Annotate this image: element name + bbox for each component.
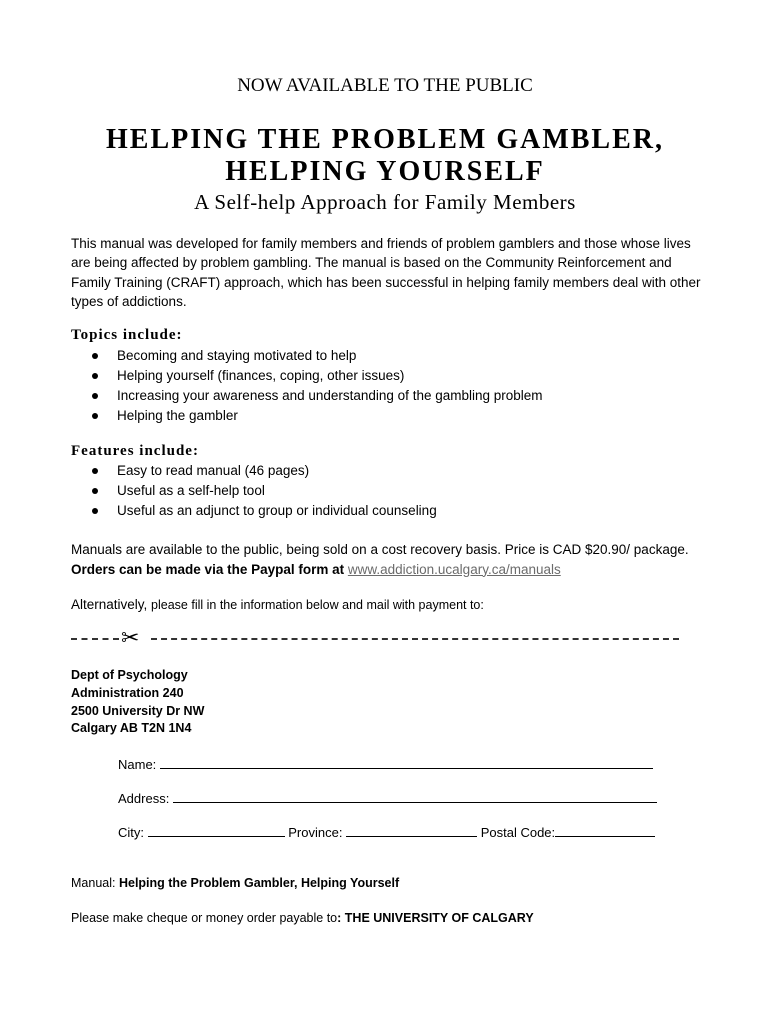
- topic-text: Becoming and staying motivated to help: [117, 348, 357, 363]
- cut-dash-right: [151, 638, 679, 640]
- manual-label: Manual:: [71, 876, 116, 890]
- name-label: Name:: [118, 757, 157, 772]
- address-line: Calgary AB T2N 1N4: [71, 721, 192, 736]
- alternative-rest: please fill in the information below and mail with payment to:: [151, 598, 484, 612]
- bullet-icon: [92, 468, 98, 474]
- alternative-line: [71, 597, 484, 612]
- cut-line: [71, 626, 679, 650]
- list-item: [71, 461, 437, 481]
- list-item: [71, 406, 543, 426]
- orders-text: Orders can be made via the Paypal form at: [71, 561, 345, 577]
- bullet-icon: [92, 413, 98, 419]
- city-field[interactable]: [148, 823, 285, 837]
- address-line: 2500 University Dr NW: [71, 703, 205, 718]
- manual-line: [71, 876, 399, 890]
- list-item: [71, 501, 437, 521]
- manuals-link[interactable]: www.addiction.ucalgary.ca/manuals: [347, 561, 561, 577]
- payable-label: Please make cheque or money order payable to: [71, 911, 338, 925]
- manual-title: Helping the Problem Gambler, Helping Yourself: [118, 876, 400, 890]
- list-item: [71, 386, 543, 406]
- list-item: [71, 366, 543, 386]
- intro-paragraph: This manual was developed for family members and friends of problem gamblers and those whose lives are being affected by problem gambling. The manual is based on the Community Reinforcement and Family Training (CRAFT) approach, which has been successful in helping family members deal with other types of addictions.: [71, 236, 701, 309]
- cut-dash-left: [71, 638, 119, 640]
- title-line-1: HELPING THE PROBLEM GAMBLER,: [106, 124, 664, 155]
- alternative-lead: Alternatively,: [71, 597, 148, 612]
- province-label: Province:: [288, 825, 343, 840]
- topics-heading: Topics include:: [71, 327, 183, 343]
- features-heading: Features include:: [71, 443, 199, 459]
- city-label: City:: [118, 825, 144, 840]
- kicker-heading: NOW AVAILABLE TO THE PUBLIC: [237, 75, 533, 96]
- address-label: Address:: [118, 791, 170, 806]
- city-field-row: [118, 823, 655, 840]
- pricing-paragraph: [71, 540, 731, 579]
- topic-text: Increasing your awareness and understanding of the gambling problem: [117, 388, 543, 403]
- name-field-row: [118, 755, 653, 772]
- payable-line: [71, 911, 534, 925]
- features-list: [71, 461, 437, 521]
- feature-text: Easy to read manual (46 pages): [117, 463, 310, 478]
- list-item: [71, 481, 437, 501]
- feature-text: Useful as a self-help tool: [117, 483, 265, 498]
- list-item: [71, 346, 543, 366]
- title-line-2: HELPING YOURSELF: [225, 156, 545, 187]
- address-line: Dept of Psychology: [71, 668, 188, 682]
- subtitle: A Self-help Approach for Family Members: [194, 190, 576, 214]
- topics-list: [71, 346, 543, 426]
- bullet-icon: [92, 488, 98, 494]
- payable-to: : THE UNIVERSITY OF CALGARY: [337, 911, 534, 925]
- bullet-icon: [92, 393, 98, 399]
- topic-text: Helping yourself (finances, coping, other issues): [117, 368, 405, 383]
- postal-code-label: Postal Code:: [480, 825, 556, 840]
- pricing-line: Manuals are available to the public, being sold on a cost recovery basis. Price is CAD $20.90/ package.: [71, 542, 689, 557]
- name-field[interactable]: [160, 755, 653, 769]
- address-field[interactable]: [173, 789, 657, 803]
- mailing-address: [71, 667, 204, 738]
- bullet-icon: [92, 508, 98, 514]
- scissors-icon: ✂: [121, 625, 140, 650]
- feature-text: Useful as an adjunct to group or individual counseling: [117, 503, 437, 518]
- address-field-row: [118, 789, 657, 806]
- address-line: Administration 240: [71, 685, 184, 700]
- postal-code-field[interactable]: [555, 823, 655, 837]
- province-field[interactable]: [346, 823, 477, 837]
- topic-text: Helping the gambler: [117, 408, 238, 423]
- bullet-icon: [92, 353, 98, 359]
- bullet-icon: [92, 373, 98, 379]
